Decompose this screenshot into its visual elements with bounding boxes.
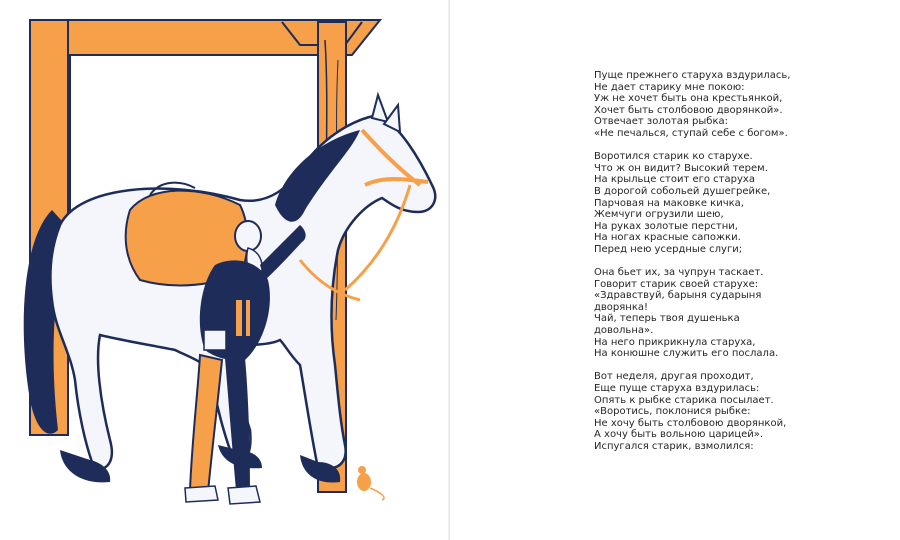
poem-line: Перед нею усердные слуги;	[594, 243, 743, 255]
poem-line: Не хочу быть столбовою дворянкой,	[594, 417, 787, 429]
poem-line: Пуще прежнего старуха вздурилась,	[594, 70, 791, 81]
right-page	[450, 0, 900, 540]
mouse	[357, 466, 384, 500]
stanza	[594, 151, 790, 255]
poem-line: На крыльце стоит его старуха	[594, 174, 755, 186]
poem-line: Говорит старик своей старухе:	[594, 278, 759, 290]
poem-line: Жемчуги огрузили шею,	[594, 209, 724, 221]
poem-line: Еще пуще старуха вздурилась:	[594, 383, 760, 395]
poem-line: В дорогой собольей душегрейке,	[594, 185, 771, 197]
poem-line: Что ж он видит? Высокий терем.	[594, 162, 768, 174]
stanza	[594, 267, 790, 360]
poem-line: Не дает старику мне покою:	[594, 81, 745, 93]
poem-line: «Воротись, поклонися рыбке:	[594, 406, 751, 418]
poem-line: Парчовая на маковке кичка,	[594, 197, 744, 209]
poem-line: довольна».	[594, 325, 654, 337]
poem-line: Вот неделя, другая проходит,	[594, 371, 754, 383]
left-page	[0, 0, 449, 540]
poem-line: Воротился старик ко старухе.	[594, 151, 753, 163]
poem-line: Отвечает золотая рыбка:	[594, 116, 728, 128]
poem-line: Она бьет их, за чупрун таскает.	[594, 267, 764, 279]
poem-line: Опять к рыбке старика посылает.	[594, 394, 774, 406]
poem-line: «Не печалься, ступай себе с богом».	[594, 127, 788, 139]
poem-line: На конюшне служить его послала.	[594, 348, 779, 360]
poem-line: Хочет быть столбовою дворянкой».	[594, 104, 783, 116]
poem-line: Чай, теперь твоя душенька	[594, 313, 740, 325]
poem-line: Испугался старик, взмолился:	[594, 441, 754, 452]
poem-line: «Здравствуй, барыня сударыня	[594, 290, 762, 302]
stanza	[594, 70, 790, 140]
poem-text	[594, 70, 790, 464]
poem-line: А хочу быть вольною царицей».	[594, 429, 764, 441]
poem-line: дворянка!	[594, 301, 649, 313]
poem-line: На руках золотые перстни,	[594, 220, 738, 232]
poem-line: На него прикрикнула старуха,	[594, 336, 756, 348]
poem-line: Уж не хочет быть она крестьянкой,	[594, 93, 783, 105]
stanza	[594, 371, 790, 452]
poem-line: На ногах красные сапожки.	[594, 232, 741, 244]
horse-and-old-man-illustration	[0, 0, 449, 540]
